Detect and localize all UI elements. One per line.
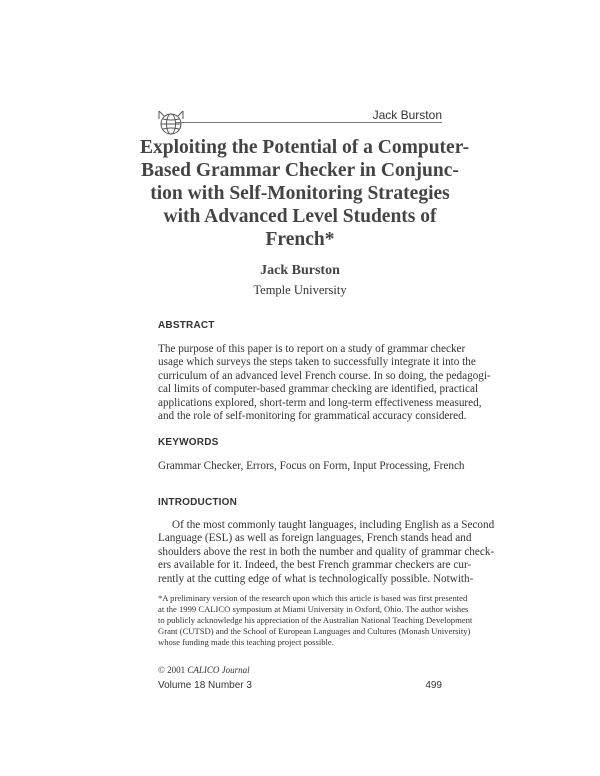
header-rule [176, 122, 442, 123]
text-line: applications explored, short-term and long-term effectiveness measured, [158, 396, 482, 409]
footnote-line: Grant (CUTSD) and the School of European Languages and Cultures (Monash University) [158, 626, 471, 636]
introduction-body [158, 519, 495, 586]
text-line: The purpose of this paper is to report on a study of grammar checker [158, 343, 466, 355]
keywords-text [158, 460, 465, 473]
text-line: ers available for it. Indeed, the best French grammar checkers are cur- [158, 559, 472, 572]
abstract-body [158, 343, 491, 423]
abstract-heading: ABSTRACT [158, 320, 215, 331]
page-footer [158, 680, 442, 691]
footnote-line: at the 1999 CALICO symposium at Miami University in Oxford, Ohio. The author wishes [158, 604, 469, 614]
footnote-line: whose funding made this teaching project possible. [158, 637, 334, 647]
text-line: Of the most commonly taught languages, including English as a Second [172, 519, 495, 531]
title-line: tion with Self-Monitoring Strategies [150, 183, 450, 204]
title-line: with Advanced Level Students of [163, 206, 437, 227]
title-line: Exploiting the Potential of a Computer- [140, 137, 470, 158]
text-line: Grammar Checker, Errors, Focus on Form, Input Processing, French [158, 460, 465, 472]
text-line: usage which surveys the steps taken to successfully integrate it into the [158, 356, 476, 369]
footnote [158, 593, 473, 648]
keywords-heading: KEYWORDS [158, 437, 219, 448]
text-line: curriculum of an advanced level French course. In so doing, the pedagogi- [158, 369, 491, 382]
running-head: Jack Burston [372, 108, 442, 122]
footnote-line: *A preliminary version of the research upon which this article is based was first presented [158, 593, 468, 603]
copyright-prefix: © 2001 [158, 665, 188, 675]
introduction-heading: INTRODUCTION [158, 497, 238, 508]
author-name: Jack Burston [260, 263, 340, 278]
author-affiliation: Temple University [253, 283, 347, 297]
text-line: and the role of self-monitoring for grammatical accuracy considered. [158, 410, 467, 423]
volume-number: Volume 18 Number 3 [158, 680, 252, 691]
text-line: cal limits of computer-based grammar checking are identified, practical [158, 383, 479, 396]
article-title [140, 136, 470, 251]
text-line: shoulders above the rest in both the number and quality of grammar check- [158, 545, 495, 558]
footnote-line: to publicly acknowledge his appreciation of the Australian National Teaching Development [158, 615, 473, 625]
page-number: 499 [425, 680, 442, 691]
title-line: Based Grammar Checker in Conjunc- [141, 160, 459, 181]
text-line: Language (ESL) as well as foreign languages, French stands head and [158, 532, 472, 545]
text-line: rently at the cutting edge of what is technologically possible. Notwith- [158, 572, 474, 585]
journal-name: CALICO Journal [187, 665, 250, 675]
title-line: French* [265, 229, 335, 250]
copyright [158, 665, 250, 675]
